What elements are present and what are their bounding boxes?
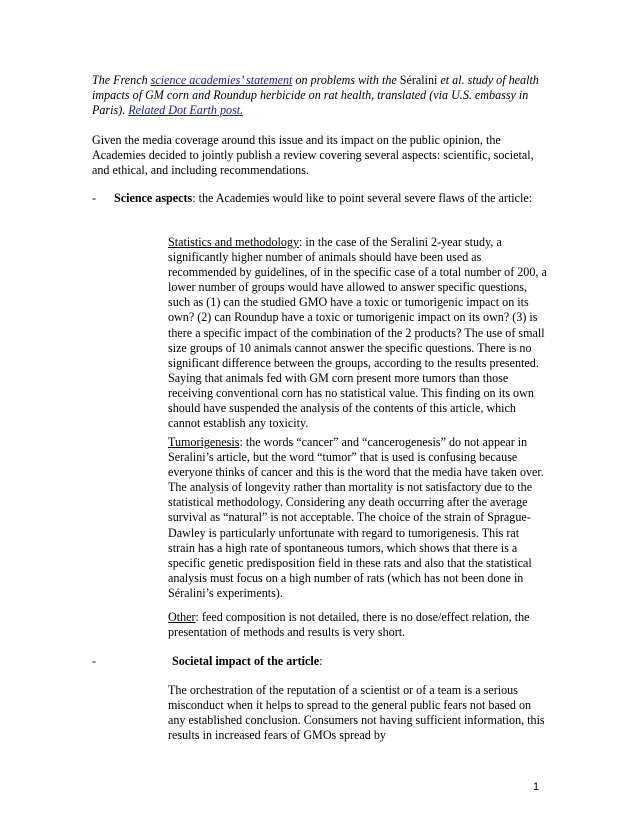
intro-tail: et al. study of health impacts of GM corn and Roundup herbicide on rat health, translated (via U.S. embassy in Paris). bbox=[92, 73, 539, 118]
science-aspects-heading: Science aspects bbox=[114, 191, 193, 205]
tumorigenesis-heading: Tumorigenesis bbox=[168, 435, 240, 449]
tumorigenesis-text: : the words “cancer” and “cancerogenesis” do not appear in Seralini’s article, but the word “tumor” that is used is confusing because everyone thinks of cancer and this is the word that the media have taken over. The analysis of longevity rather than mortality is not satisfactory due to the statistical methodology. Considering any death occurring after the average survival as “natural” is not acceptable. The choice of the strain of Sprague-Dawley is particularly unfortunate with regard to tumorigenesis. This rat strain has a high rate of spontaneous tumors, which shows that there is a specific genetic predisposition field in these rats and also that the statistical analysis must focus on a high number of rats (which has not been done in Séralini’s experiments). bbox=[168, 435, 544, 600]
science-aspects-bullet bbox=[92, 191, 550, 206]
science-aspects-text: : the Academies would like to point several severe flaws of the article: bbox=[192, 191, 533, 205]
academies-statement-link[interactable]: science academies’ statement bbox=[150, 73, 293, 87]
statistics-heading: Statistics and methodology bbox=[168, 235, 300, 249]
tumorigenesis-section bbox=[168, 435, 548, 601]
societal-impact-colon: : bbox=[319, 654, 323, 668]
other-text: : feed composition is not detailed, there is no dose/effect relation, the presentation of methods and results is very short. bbox=[168, 610, 530, 640]
other-section bbox=[168, 610, 548, 640]
bullet-dash: - bbox=[92, 191, 97, 205]
intro-mid: on problems with the bbox=[292, 73, 400, 87]
societal-impact-heading: Societal impact of the article bbox=[172, 654, 320, 668]
intro-lead: The French bbox=[92, 73, 151, 87]
intro-paragraph bbox=[92, 73, 550, 118]
media-coverage-paragraph: Given the media coverage around this issue and its impact on the public opinion, the Academies decided to jointly publish a review covering several aspects: scientific, societal, and ethical, and including recommendations. bbox=[92, 133, 534, 178]
bullet-dash: - bbox=[92, 654, 97, 668]
page-number: 1 bbox=[533, 781, 540, 793]
dot-earth-post-link[interactable]: Related Dot Earth post. bbox=[128, 103, 244, 118]
statistics-text: : in the case of the Seralini 2-year study, a significantly higher number of animals should have been used as recommended by guidelines, of in the specific case of a total number of 200, a lower number of groups would have allowed to answer specific questions, such as (1) can the studied GMO have a toxic or tumorigenic impact on its own? (2) can Roundup have a toxic or tumorigenic impact on its own? (3) is there a specific impact of the combination of the 2 products? The use of small size groups of 10 animals cannot answer the specific questions. There is no significant difference between the groups, according to the results presented. Saying that animals fed with GM corn present more tumors than those receiving conventional corn has no statistical value. This finding on its own should have suspended the analysis of the contents of this article, which cannot establish any toxicity. bbox=[168, 235, 547, 431]
intro-author: Séralini bbox=[399, 73, 438, 87]
societal-impact-bullet bbox=[92, 654, 550, 669]
societal-impact-paragraph: The orchestration of the reputation of a scientist or of a team is a serious misconduct when it helps to spread to the general public fears not based on any established conclusion. Consumers not having sufficient information, this results in increased fears of GMOs spread by bbox=[168, 683, 545, 743]
other-heading: Other bbox=[168, 610, 196, 624]
statistics-section bbox=[168, 235, 548, 431]
